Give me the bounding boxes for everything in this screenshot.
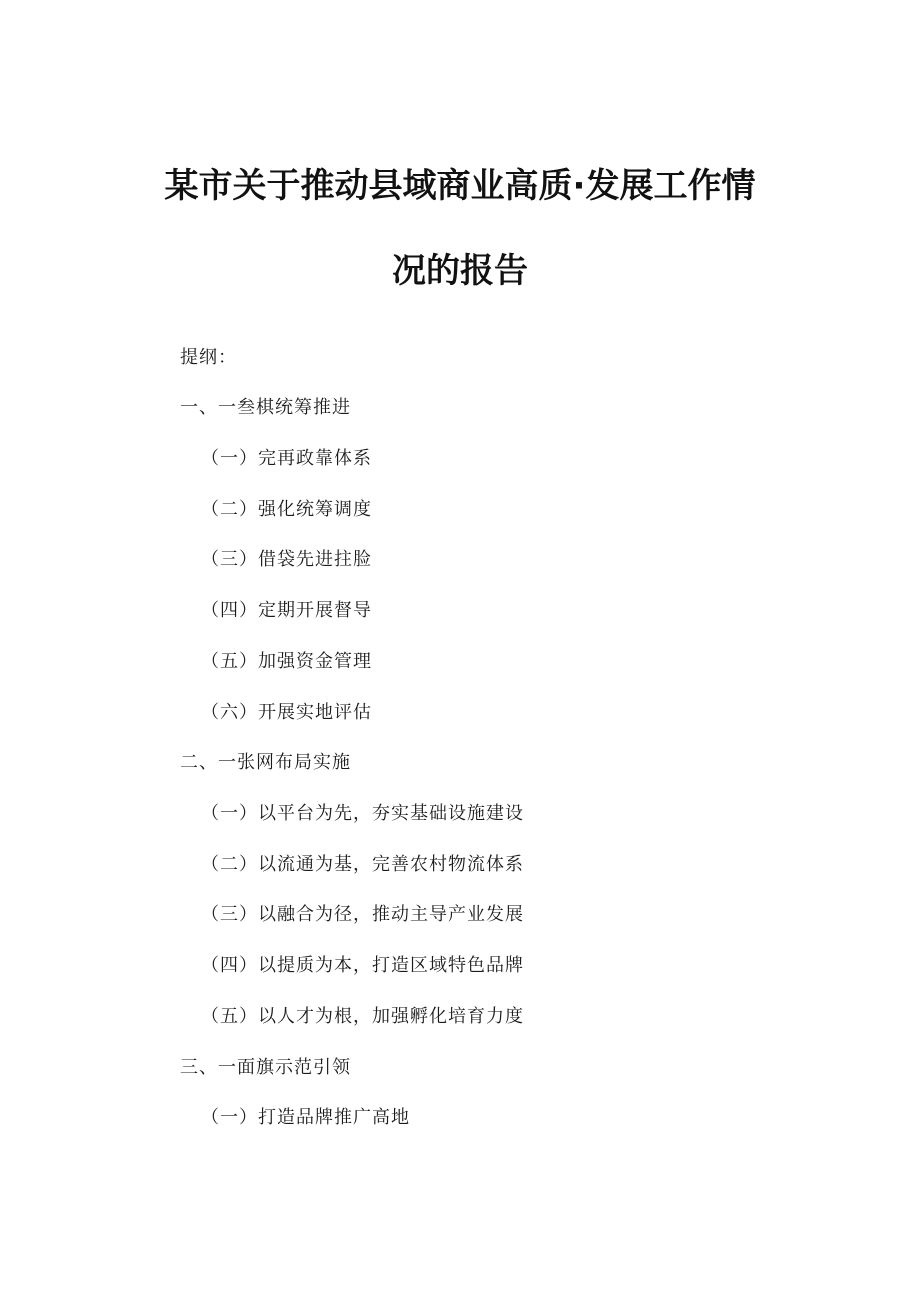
section-heading: 二、一张网布局实施 [180,752,351,773]
section-item: （三）以融合为径，推动主导产业发展 [201,904,524,925]
section-item: （二）以流通为基，完善农村物流体系 [201,854,524,875]
section-item: （四）以提质为本，打造区域特色品牌 [201,955,524,976]
document-title-line-1: 某市关于推动县域商业高质·发展工作情 [164,166,756,206]
section-item: （二）强化统筹调度 [201,499,372,520]
section-heading: 三、一面旗示范引领 [180,1057,351,1078]
section-item: （四）定期开展督导 [201,600,372,621]
section-item: （六）开展实地评估 [201,702,372,723]
section-item: （三）借袋先进拄脸 [201,549,372,570]
section-item: （一）完再政靠体系 [201,448,372,469]
outline-label: 提纲： [180,347,237,368]
section-item: （五）加强资金管理 [201,651,372,672]
section-item: （一）以平台为先，夯实基础设施建设 [201,803,524,824]
section-item: （一）打造品牌推广高地 [201,1107,410,1128]
section-item: （五）以人才为根，加强孵化培育力度 [201,1006,524,1027]
section-heading: 一、一叁棋统筹推进 [180,397,351,418]
document-title-line-2: 况的报告 [392,251,528,291]
